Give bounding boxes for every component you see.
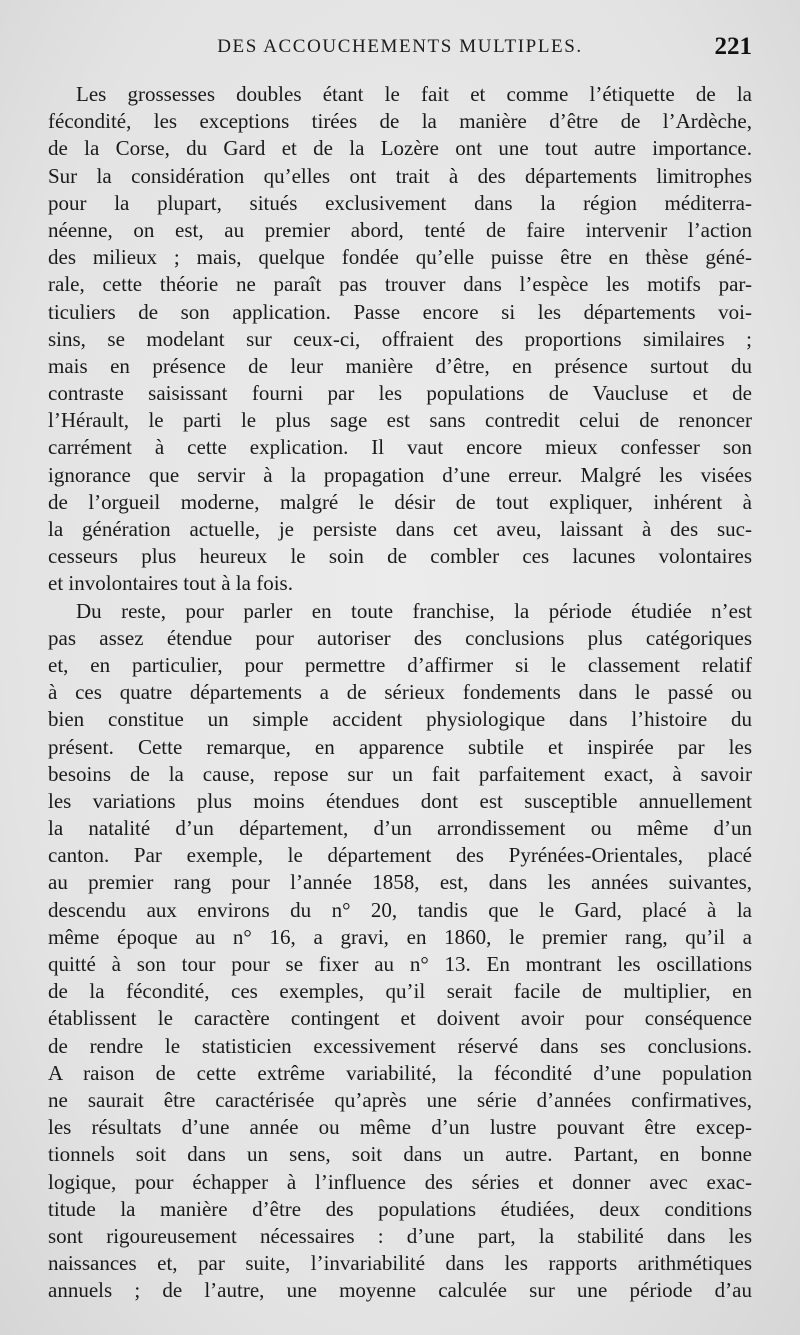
text-line: de l’orgueil moderne, malgré le désir de tout expliquer, inhérent à (48, 489, 752, 514)
text-line: et involontaires tout à la fois. (48, 571, 293, 596)
text-line: établissent le caractère contingent et doivent avoir pour conséquence (48, 1006, 752, 1031)
text-line: rale, cette théorie ne paraît pas trouver dans l’espèce les motifs par- (48, 272, 752, 297)
text-line: ticuliers de son application. Passe encore si les départements voi- (48, 299, 752, 324)
text-line: même époque au n° 16, a gravi, en 1860, le premier rang, qu’il a (48, 924, 752, 949)
text-line: naissances et, par suite, l’invariabilité dans les rapports arithmétiques (48, 1251, 752, 1276)
text-line: présent. Cette remarque, en apparence subtile et inspirée par les (48, 734, 752, 759)
text-line: bien constitue un simple accident physiologique dans l’histoire du (48, 707, 752, 732)
text-line: au premier rang pour l’année 1858, est, dans les années suivantes, (48, 870, 752, 895)
body-text (48, 81, 752, 1304)
text-line: néenne, on est, au premier abord, tenté de faire intervenir l’action (48, 217, 752, 242)
text-line: mais en présence de leur manière d’être, en présence surtout du (48, 353, 752, 378)
text-line: Les grossesses doubles étant le fait et comme l’étiquette de la (76, 82, 752, 106)
text-line: la natalité d’un département, d’un arrondissement ou même d’un (48, 816, 752, 841)
text-line: besoins de la cause, repose sur un fait parfaitement exact, à savoir (48, 761, 752, 786)
page-header (48, 33, 752, 70)
text-line: de la Corse, du Gard et de la Lozère ont une tout autre importance. (48, 136, 752, 161)
text-line: les variations plus moins étendues dont est susceptible annuellement (48, 788, 752, 813)
text-line: annuels ; de l’autre, une moyenne calculée sur une période d’au (48, 1278, 752, 1303)
text-line: des milieux ; mais, quelque fondée qu’elle puisse être en thèse géné- (48, 245, 752, 270)
text-line: à ces quatre départements a de sérieux fondements dans le passé ou (48, 680, 752, 705)
text-line: la génération actuelle, je persiste dans cet aveu, laissant à des suc- (48, 517, 752, 541)
text-line: de la fécondité, ces exemples, qu’il serait facile de multiplier, en (48, 979, 752, 1004)
text-line: Sur la considération qu’elles ont trait à des départements limitrophes (48, 163, 752, 188)
text-line: cesseurs plus heureux le soin de combler ces lacunes volontaires (48, 544, 752, 569)
text-line: sont rigoureusement nécessaires : d’une part, la stabilité dans les (48, 1223, 752, 1248)
text-line: sins, se modelant sur ceux-ci, offraient des proportions similaires ; (48, 326, 752, 351)
text-line: canton. Par exemple, le département des Pyrénées-Orientales, placé (48, 843, 752, 868)
text-line: Du reste, pour parler en toute franchise, la période étudiée n’est (76, 598, 752, 623)
text-line: titude la manière d’être des populations étudiées, deux conditions (48, 1196, 752, 1221)
text-line: fécondité, les exceptions tirées de la manière d’être de l’Ardèche, (48, 109, 752, 134)
text-line: carrément à cette explication. Il vaut encore mieux confesser son (48, 435, 752, 460)
text-line: et, en particulier, pour permettre d’affirmer si le classement relatif (48, 652, 752, 677)
text-line: quitté à son tour pour se fixer au n° 13. En montrant les oscillations (48, 952, 752, 976)
text-line: les résultats d’une année ou même d’un lustre pouvant être excep- (48, 1115, 752, 1140)
text-line: l’Hérault, le parti le plus sage est sans contredit celui de renoncer (48, 408, 752, 433)
text-line: ne saurait être caractérisée qu’après une série d’années confirmatives, (48, 1087, 752, 1112)
paragraph-1 (48, 81, 752, 598)
paragraph-2 (48, 598, 752, 1305)
text-line: de rendre le statisticien excessivement réservé dans ses conclusions. (48, 1033, 752, 1058)
running-title: DES ACCOUCHEMENTS MULTIPLES. (217, 36, 583, 57)
text-line: pour la plupart, situés exclusivement dans la région méditerra- (48, 190, 752, 215)
text-line: logique, pour échapper à l’influence des séries et donner avec exac- (48, 1169, 752, 1194)
text-line: A raison de cette extrême variabilité, la fécondité d’une population (48, 1060, 752, 1085)
page-number: 221 (714, 33, 752, 60)
text-line: contraste saisissant fourni par les populations de Vaucluse et de (48, 381, 752, 406)
text-line: tionnels soit dans un sens, soit dans un autre. Partant, en bonne (48, 1142, 752, 1167)
text-line: pas assez étendue pour autoriser des conclusions plus catégoriques (48, 625, 752, 650)
text-line: descendu aux environs du n° 20, tandis que le Gard, placé à la (48, 897, 752, 922)
text-line: ignorance que servir à la propagation d’une erreur. Malgré les visées (48, 462, 752, 487)
